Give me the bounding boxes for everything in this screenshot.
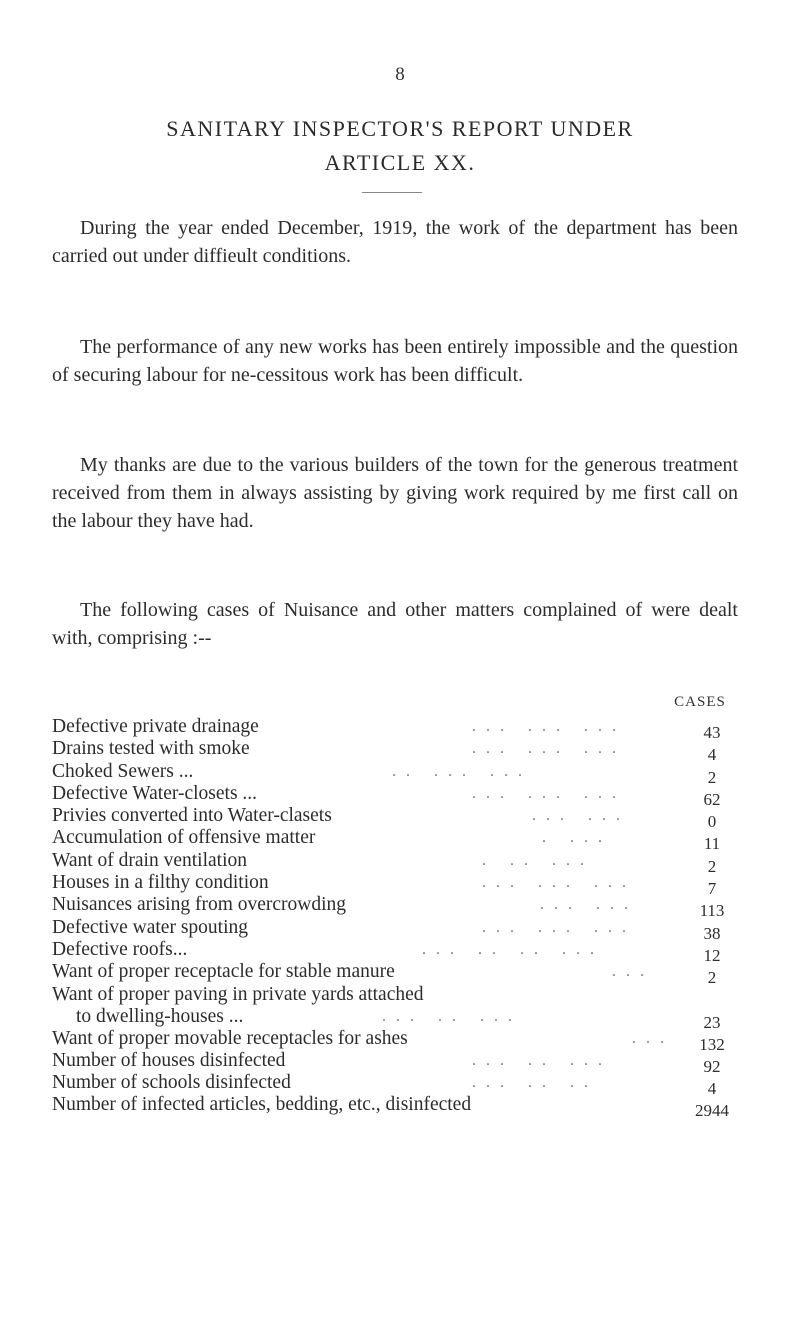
case-row [52,983,742,1032]
report-title [0,112,800,180]
leader-dots: ... ... ... [472,740,626,758]
case-row [52,782,742,809]
case-value: 43 [703,723,721,742]
case-row [52,894,742,921]
case-label: Number of houses disinfected [52,1049,286,1071]
leader-dots: ... .. .. [472,1074,598,1092]
case-value: 2944 [695,1101,729,1121]
case-row [52,916,742,943]
case-value: 38 [703,923,721,943]
cases-column-header: CASES [674,694,726,710]
paragraph-2: The performance of any new works has been entirely impossible and the question of securing labour for ne-cessitous work has been difficult. [52,336,738,386]
case-label: Defective private drainage [52,716,259,737]
case-label: Choked Sewers ... [52,760,194,782]
leader-dots: . ... [542,829,612,847]
leader-dots: ... ... [540,896,638,914]
leader-dots: . .. ... [482,851,594,869]
title-divider [362,192,422,193]
case-row [52,827,742,854]
case-label: Number of schools disinfected [52,1072,291,1094]
case-value: 132 [699,1034,725,1054]
case-value: 92 [703,1056,721,1076]
case-value: 23 [703,1012,721,1032]
paragraph-1: During the year ended December, 1919, the work of the department has been carried out under diffieult conditions. [52,217,738,267]
case-value: 2 [707,856,717,876]
case-value: 2 [707,767,717,787]
case-value: 4 [707,745,717,765]
case-label: Defective water spouting [52,916,249,938]
case-row [52,961,742,988]
case-value: 0 [707,812,717,832]
case-label: Want of proper movable receptacles for ashes [52,1027,408,1049]
case-row [52,805,742,832]
case-value: 2 [707,968,717,988]
case-label: Drains tested with smoke [52,738,250,760]
case-value: 12 [703,945,721,965]
case-value: 7 [707,879,717,899]
leader-dots: ... ... [532,807,630,825]
leader-dots: ... ... ... [472,718,626,735]
case-value: 113 [699,901,725,921]
paragraph-3: My thanks are due to the various builders of the town for the generous treatment received from them in always assisting by giving work required by me first call on the labour they have had. [52,454,738,532]
case-label: Want of proper receptacle for stable manure [52,961,395,983]
case-value: 62 [703,789,721,809]
case-row [52,872,742,899]
case-label-line-2: to dwelling-houses ... [76,1005,244,1027]
case-row [52,738,742,765]
case-label-line-1: Want of proper paving in private yards attached [52,983,424,1005]
case-row [52,1094,742,1121]
case-label: Accumulation of offensive matter [52,827,316,849]
case-row [52,938,742,965]
leader-dots: ... [632,1029,674,1047]
case-label: Privies converted into Water-clasets [52,805,332,827]
leader-dots: ... .. .. ... [422,940,604,958]
case-row [52,1072,742,1099]
case-label: Defective roofs... [52,938,188,960]
leader-dots: ... .. ... [382,1007,522,1025]
paragraph-4: The following cases of Nuisance and other matters complained of were dealt with, comprising :-- [52,599,738,649]
leader-dots: ... .. ... [472,1051,612,1069]
title-line-2: ARTICLE XX. [324,150,476,175]
page-number: 8 [395,64,405,85]
case-label: Nuisances arising from overcrowding [52,894,347,916]
leader-dots: ... [612,963,654,981]
case-label [52,984,424,1028]
title-line-1: SANITARY INSPECTOR'S REPORT UNDER [166,116,634,141]
case-row [52,760,742,787]
case-value: 4 [707,1079,717,1099]
case-row [52,849,742,876]
case-row [52,1027,742,1054]
case-label: Defective Water-closets ... [52,782,258,804]
case-row [52,1049,742,1076]
leader-dots: ... ... ... [482,918,636,936]
case-row [52,716,742,742]
case-value: 11 [703,834,721,854]
case-label: Want of drain ventilation [52,849,247,871]
case-label: Houses in a filthy condition [52,872,269,894]
leader-dots: .. ... ... [392,762,532,780]
cases-table [52,716,742,1121]
leader-dots: ... ... ... [482,874,636,892]
leader-dots: ... ... ... [472,784,626,802]
case-label: Number of infected articles, bedding, etc., disinfected [52,1094,472,1116]
